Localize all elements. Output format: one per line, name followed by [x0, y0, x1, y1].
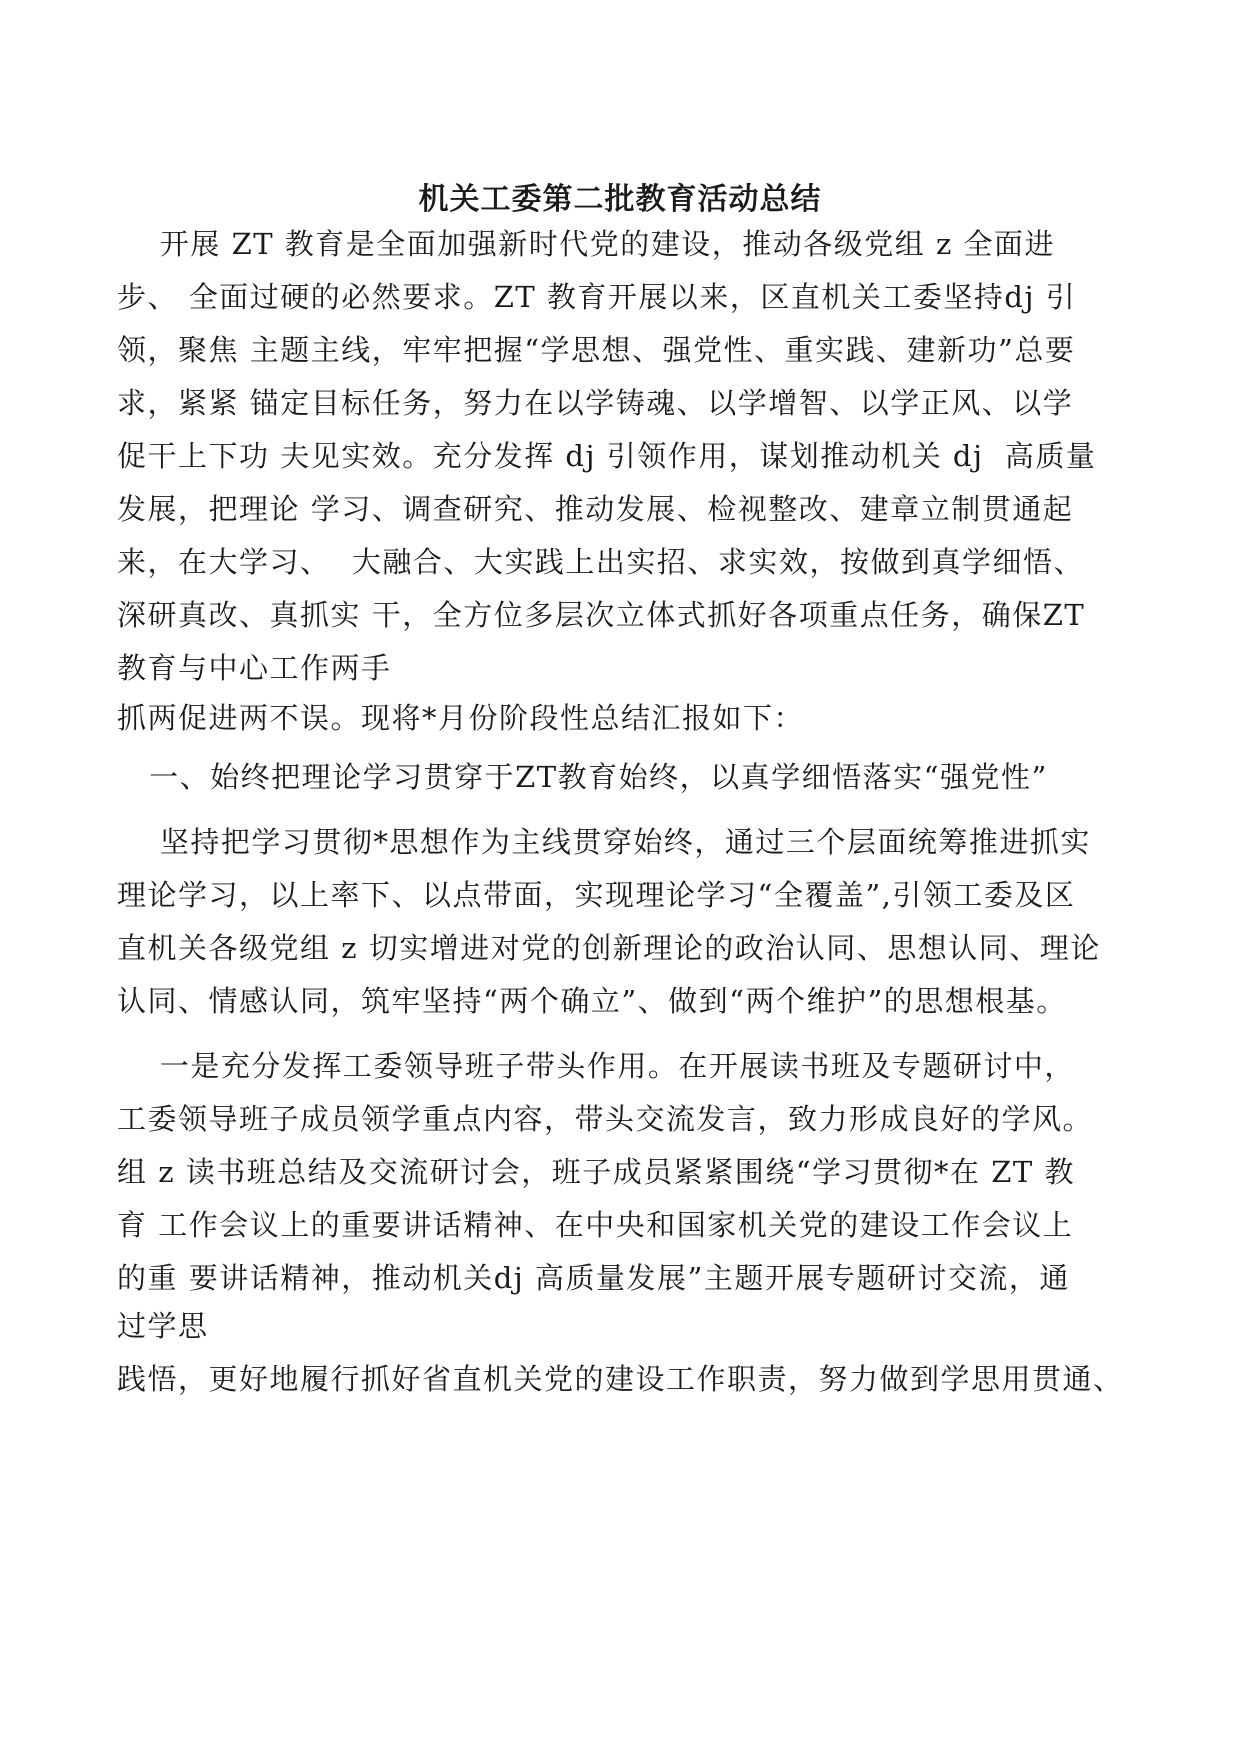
body-line: 教育与中心工作两手: [117, 651, 392, 685]
body-line: 求，紧紧 锚定目标任务，努力在以学铸魂、以学增智、以学正风、以学: [117, 386, 1074, 420]
body-line: 步、 全面过硬的必然要求。ZT 教育开展以来，区直机关工委坚持dj 引: [117, 280, 1077, 314]
body-line: 的重 要讲话精神，推动机关dj 高质量发展”主题开展专题研讨交流，通: [117, 1261, 1070, 1295]
body-line: 理论学习，以上率下、以点带面，实现理论学习“全覆盖”,引领工委及区: [117, 878, 1076, 912]
body-line: 组 z 读书班总结及交流研讨会，班子成员紧紧围绕“学习贯彻*在 ZT 教: [117, 1155, 1075, 1189]
body-line: 直机关各级党组 z 切实增进对党的创新理论的政治认同、思想认同、理论: [117, 931, 1101, 965]
body-line: 一是充分发挥工委领导班子带头作用。在开展读书班及专题研讨中，: [117, 1049, 1075, 1083]
body-line: 坚持把学习贯彻*思想作为主线贯穿始终，通过三个层面统筹推进抓实: [117, 825, 1091, 859]
body-line: 抓两促进两不误。现将*月份阶段性总结汇报如下：: [117, 701, 805, 735]
body-line: 践悟，更好地履行抓好省直机关党的建设工作职责，努力做到学思用贯通、: [117, 1362, 1124, 1396]
body-line: 深研真改、真抓实 干，全方位多层次立体式抓好各项重点任务，确保ZT: [117, 598, 1086, 632]
section-heading: 一、始终把理论学习贯穿于ZT教育始终，以真学细悟落实“强党性”: [117, 760, 1048, 794]
body-line: 发展，把理论 学习、调查研究、推动发展、检视整改、建章立制贯通起: [117, 492, 1074, 526]
body-line: 开展 ZT 教育是全面加强新时代党的建设，推动各级党组 z 全面进: [117, 227, 1056, 261]
document-title: 机关工委第二批教育活动总结: [418, 182, 822, 217]
body-line: 育 工作会议上的重要讲话精神、在中央和国家机关党的建设工作会议上: [117, 1208, 1074, 1242]
body-line: 领，聚焦 主题主线，牢牢把握“学思想、强党性、重实践、建新功”总要: [117, 333, 1076, 367]
body-line: 促干上下功 夫见实效。充分发挥 dj 引领作用，谋划推动机关 dj 高质量: [117, 439, 1097, 473]
body-line: 认同、情感认同，筑牢坚持“两个确立”、做到“两个维护”的思想根基。: [117, 984, 1067, 1018]
body-line: 来，在大学习、 大融合、大实践上出实招、求实效，按做到真学细悟、: [117, 545, 1084, 579]
body-line: 工委领导班子成员领学重点内容，带头交流发言，致力形成良好的学风。: [117, 1102, 1094, 1136]
body-line: 过学思: [117, 1309, 209, 1343]
